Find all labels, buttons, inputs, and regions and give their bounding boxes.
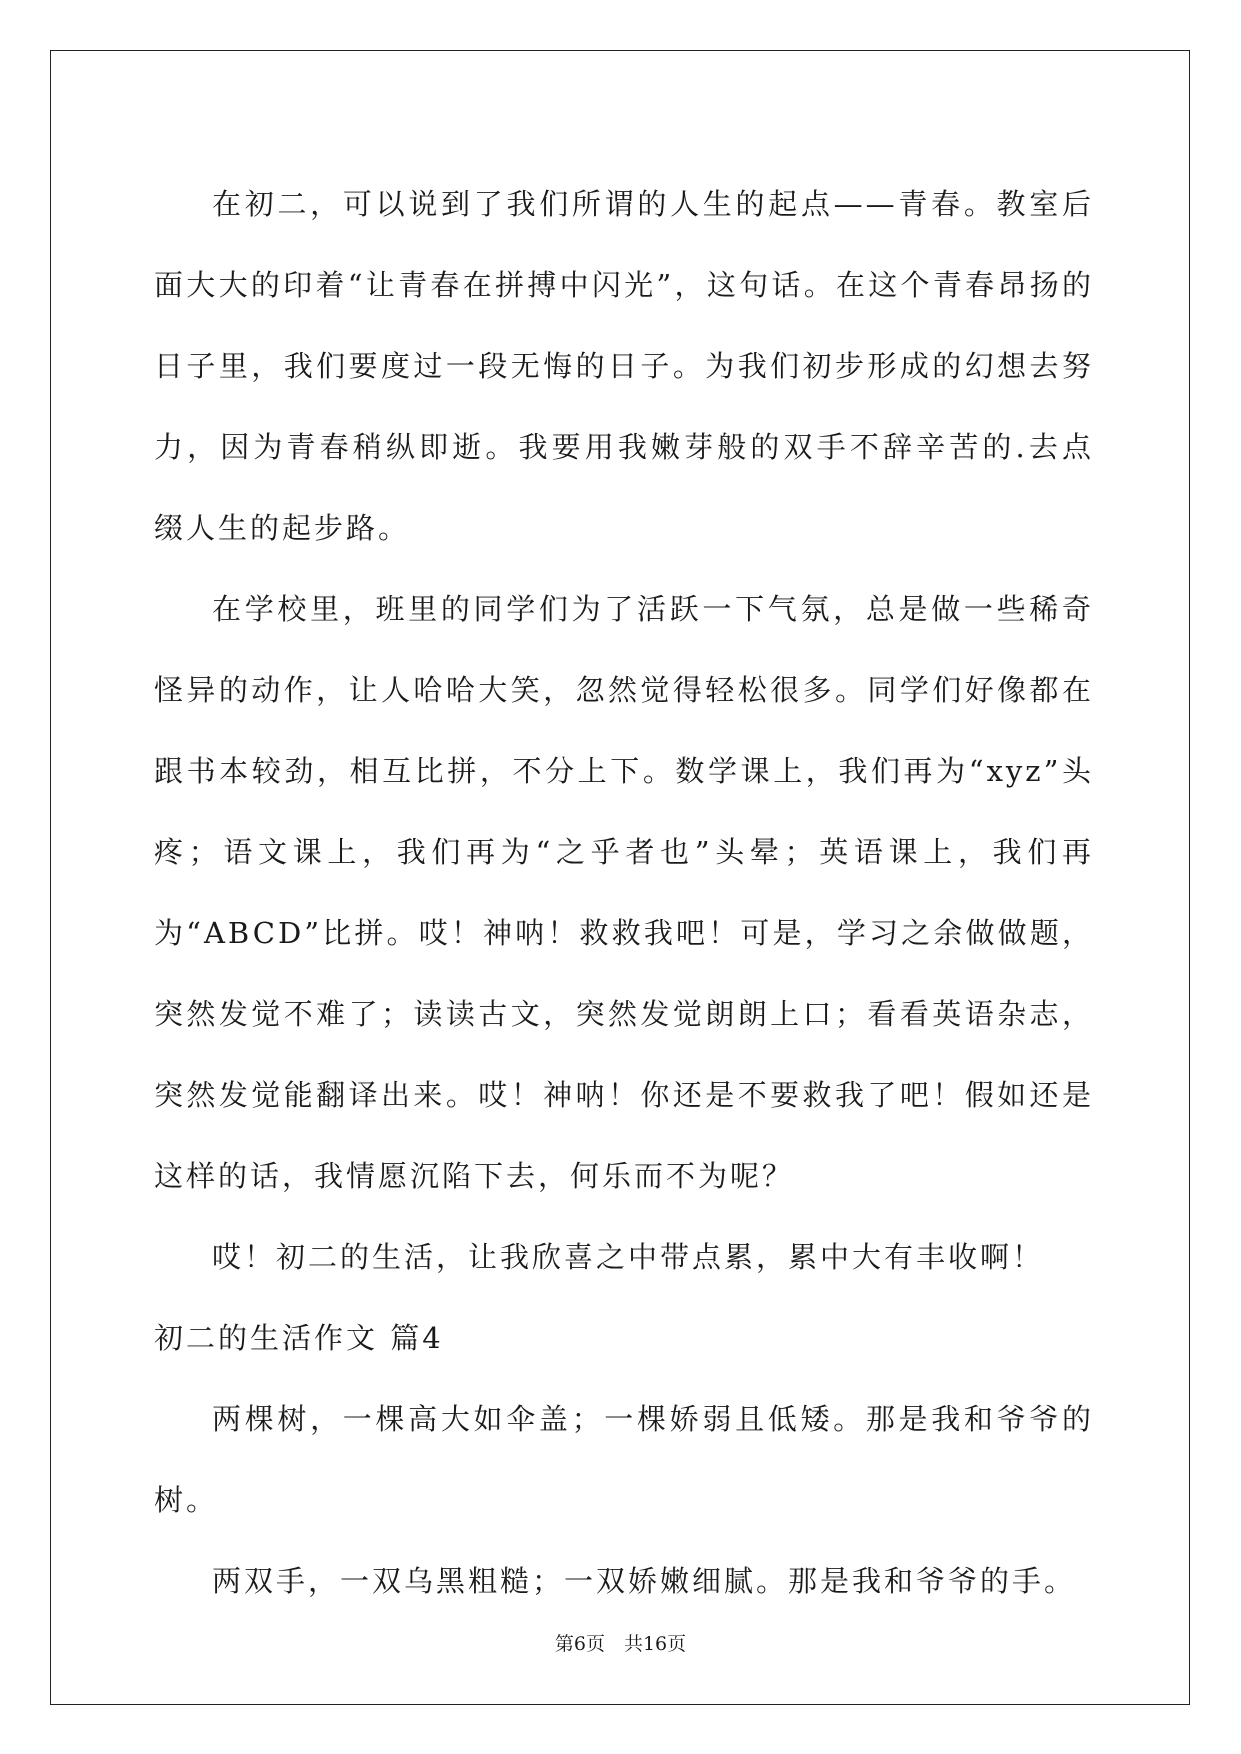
document-body [154, 164, 1094, 1622]
paragraph-conclusion: 哎！初二的生活，让我欣喜之中带点累，累中大有丰收啊！ [212, 1240, 1045, 1274]
paragraph-hands: 两双手，一双乌黑粗糙；一双娇嫩细腻。那是我和爷爷的手。 [212, 1564, 1077, 1598]
paragraph-trees: 两棵树，一棵高大如伞盖；一棵娇弱且低矮。那是我和爷爷的树。 [154, 1402, 1094, 1517]
paragraph-school: 在学校里，班里的同学们为了活跃一下气氛，总是做一些稀奇怪异的动作，让人哈哈大笑，忽然觉得轻松很多。同学们好像都在跟书本较劲，相互比拼，不分上下。数学课上，我们再为“xyz”头疼；语文课上，我们再为“之乎者也”头晕；英语课上，我们再为“ABCD”比拼。哎！神呐！救救我吧！可是，学习之余做做题，突然发觉不难了；读读古文，突然发觉朗朗上口；看看英语杂志，突然发觉能翻译出来。哎！神呐！你还是不要救我了吧！假如还是这样的话，我情愿沉陷下去，何乐而不为呢？ [154, 592, 1094, 1193]
section-heading: 初二的生活作文 篇4 [154, 1321, 444, 1355]
page-number: 第6页 共16页 [554, 1633, 687, 1655]
paragraph-youth: 在初二，可以说到了我们所谓的人生的起点——青春。教室后面大大的印着“让青春在拼搏中闪光”，这句话。在这个青春昂扬的日子里，我们要度过一段无悔的日子。为我们初步形成的幻想去努力，因为青春稍纵即逝。我要用我嫩芽般的双手不辞辛苦的.去点缀人生的起步路。 [154, 187, 1094, 545]
